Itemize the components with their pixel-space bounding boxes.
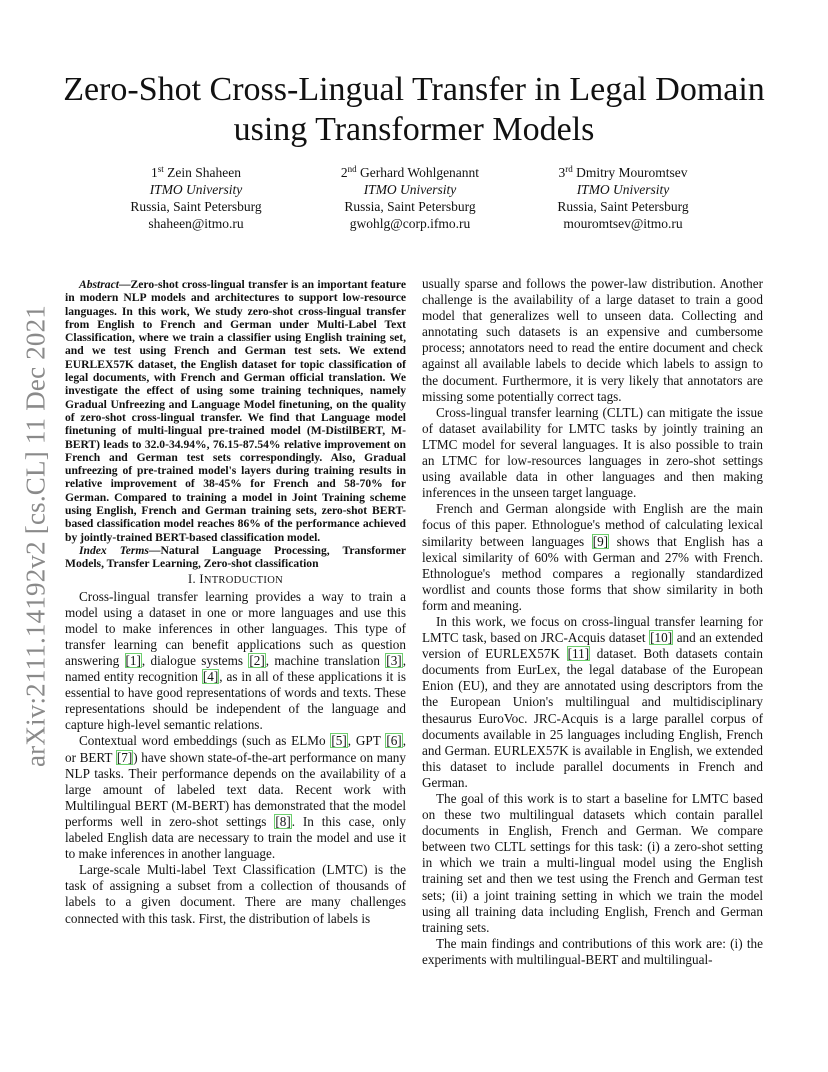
citation-link[interactable]: [9]	[592, 533, 609, 549]
body-paragraph: The main findings and contributions of this work are: (i) the experiments with multilingual-BERT and multilingual-	[422, 935, 763, 967]
citation-link[interactable]: [4]	[202, 669, 219, 685]
author-2	[290, 161, 530, 232]
author-email[interactable]: mouromtsev@itmo.ru	[563, 216, 683, 231]
index-terms	[65, 544, 406, 571]
author-email[interactable]: shaheen@itmo.ru	[148, 216, 244, 231]
abstract-label: Abstract	[79, 278, 119, 291]
author-location: Russia, Saint Petersburg	[557, 199, 689, 214]
body-paragraph: Cross-lingual transfer learning provides a way to train a model using a dataset in one or more languages and use this model to make inferences in other languages. This type of transfer learning can benefit applications such as question answering [1], dialogue systems [2], machine translation [3], named entity recognition [4], as in all of these applications it is essential to have good representations of words and texts. These representations should be independent of the language and capture high-level semantic relations.	[65, 588, 406, 733]
author-affiliation: ITMO University	[363, 182, 457, 197]
author-affiliation: ITMO University	[576, 182, 670, 197]
author-affiliation: ITMO University	[149, 182, 243, 197]
citation-link[interactable]: [6]	[386, 733, 402, 749]
index-terms-text: —Natural Language Processing, Transformer Models, Transfer Learning, Zero-shot classification	[65, 543, 406, 571]
left-column	[65, 278, 406, 927]
body-paragraph: usually sparse and follows the power-law distribution. Another challenge is the availability of a large dataset to train a good model that generalizes well to unseen data. Collecting and annotating such datasets is an expensive and cumbersome process; annotators need to read the entire document and check against all available labels to decide which labels to assign to the document. Furthermore, it is very likely that annotators are missing some potentially correct tags.	[422, 276, 763, 404]
author-name: 3rd Dmitry Mouromtsev	[558, 164, 688, 180]
body-paragraph: French and German alongside with English are the main focus of this paper. Ethnologue's method of calculating lexical similarity between languages [9] shows that English has a lexical similarity of 60% with German and 27% with French. Ethnologue's method compares a regionally standardized wordlist and counts those forms that show similarity in both form and meaning.	[422, 501, 763, 613]
citation-link[interactable]: [10]	[650, 630, 673, 646]
abstract	[65, 278, 406, 544]
citation-link[interactable]: [3]	[386, 653, 402, 668]
body-paragraph: Contextual word embeddings (such as ELMo [5], GPT [6], or BERT [7]) have shown state-of-the-art performance on many NLP tasks. Their performance depends on the availability of a large amount of labeled text data. Recent work with Multilingual BERT (M-BERT) has demonstrated that the model performs well in zero-shot settings [8]. In this case, only labeled English data are necessary to train the model and use it to make inferences in another language.	[65, 733, 406, 862]
citation-link[interactable]: [7]	[116, 749, 133, 765]
body-paragraph: The goal of this work is to start a baseline for LMTC based on these two multilingual datasets which contain parallel documents in English, French and German. We compare between two CLTL settings for this task: (i) a zero-shot setting in which we train a multi-lingual model using the English training set and then we test using the French and German test sets; (ii) a joint training setting in which we train the model using all training data including English, French and German training sets.	[422, 791, 763, 935]
author-1	[76, 161, 316, 232]
citation-link[interactable]: [8]	[275, 813, 291, 829]
citation-link[interactable]: [1]	[125, 653, 141, 668]
citation-link[interactable]: [11]	[567, 646, 590, 662]
citation-link[interactable]: [2]	[249, 653, 265, 668]
body-paragraph: Cross-lingual transfer learning (CLTL) can mitigate the issue of dataset availability for LMTC tasks by jointly training an LTMC model for several languages. It is also possible to train an LTMC for low-resources languages in zero-shot settings using available data in other languages and then making inferences in the unseen target language.	[422, 404, 763, 501]
author-location: Russia, Saint Petersburg	[130, 199, 262, 214]
citation-link[interactable]: [5]	[331, 733, 347, 749]
abstract-text: —Zero-shot cross-lingual transfer is an important feature in modern NLP models and architectures to support low-resource languages. In this work, We study zero-shot cross-lingual transfer from English to French and German under Multi-Label Text Classification, where we train a classifier using English training set, and we test using French and German test sets. We extend EURLEX57K dataset, the English dataset for topic classification of legal documents, with French and German official translation. We investigate the effect of using some training techniques, namely Gradual Unfreezing and Language Model finetuning, on the quality of zero-shot cross-lingual transfer. We find that Language model finetuning of multi-lingual pre-trained model (M-DistilBERT, M-BERT) leads to 32.0-34.94%, 76.15-87.54% relative improvement on French and German test sets correspondingly. Also, Gradual unfreezing of pre-trained model's layers during training results in relative improvement of 38-45% for French and 58-70% for German. Compared to training a model in Joint Training scheme using English, French and German training sets, zero-shot BERT-based classification model reaches 86% of the performance achieved by jointly-trained BERT-based classification model.	[65, 278, 406, 544]
body-paragraph: In this work, we focus on cross-lingual transfer learning for LMTC task, based on JRC-Acquis dataset [10] and an extended version of EURLEX57K [11] dataset. Both datasets contain documents from EurLex, the legal database of the European Enion (EU), and they are annotated using descriptors from the the European Union's multilingual and multidisciplinary thesaurus EuroVoc. JRC-Acquis is a large parallel corpus of documents available in 25 languages including English, French and German. EURLEX57K is available in English, we extended this dataset to include parallel documents in French and German.	[422, 613, 764, 790]
author-location: Russia, Saint Petersburg	[344, 199, 476, 214]
right-column	[422, 276, 763, 968]
section-heading: I. INTRODUCTION	[188, 571, 283, 586]
paper-title: Zero-Shot Cross-Lingual Transfer in Legal Domain using Transformer Models	[63, 71, 765, 148]
index-terms-label: Index Terms	[79, 543, 149, 557]
body-paragraph: Large-scale Multi-label Text Classification (LMTC) is the task of assigning a subset from a collection of thousands of labels to a given document. There are many challenges connected with this task. First, the distribution of labels is	[65, 862, 406, 926]
author-3	[503, 161, 743, 232]
arxiv-stamp[interactable]: arXiv:2111.14192v2 [cs.CL] 11 Dec 2021	[20, 304, 51, 768]
author-email[interactable]: gwohlg@corp.ifmo.ru	[349, 216, 471, 231]
author-name: 1st Zein Shaheen	[151, 164, 241, 180]
author-name: 2nd Gerhard Wohlgenannt	[340, 164, 480, 180]
